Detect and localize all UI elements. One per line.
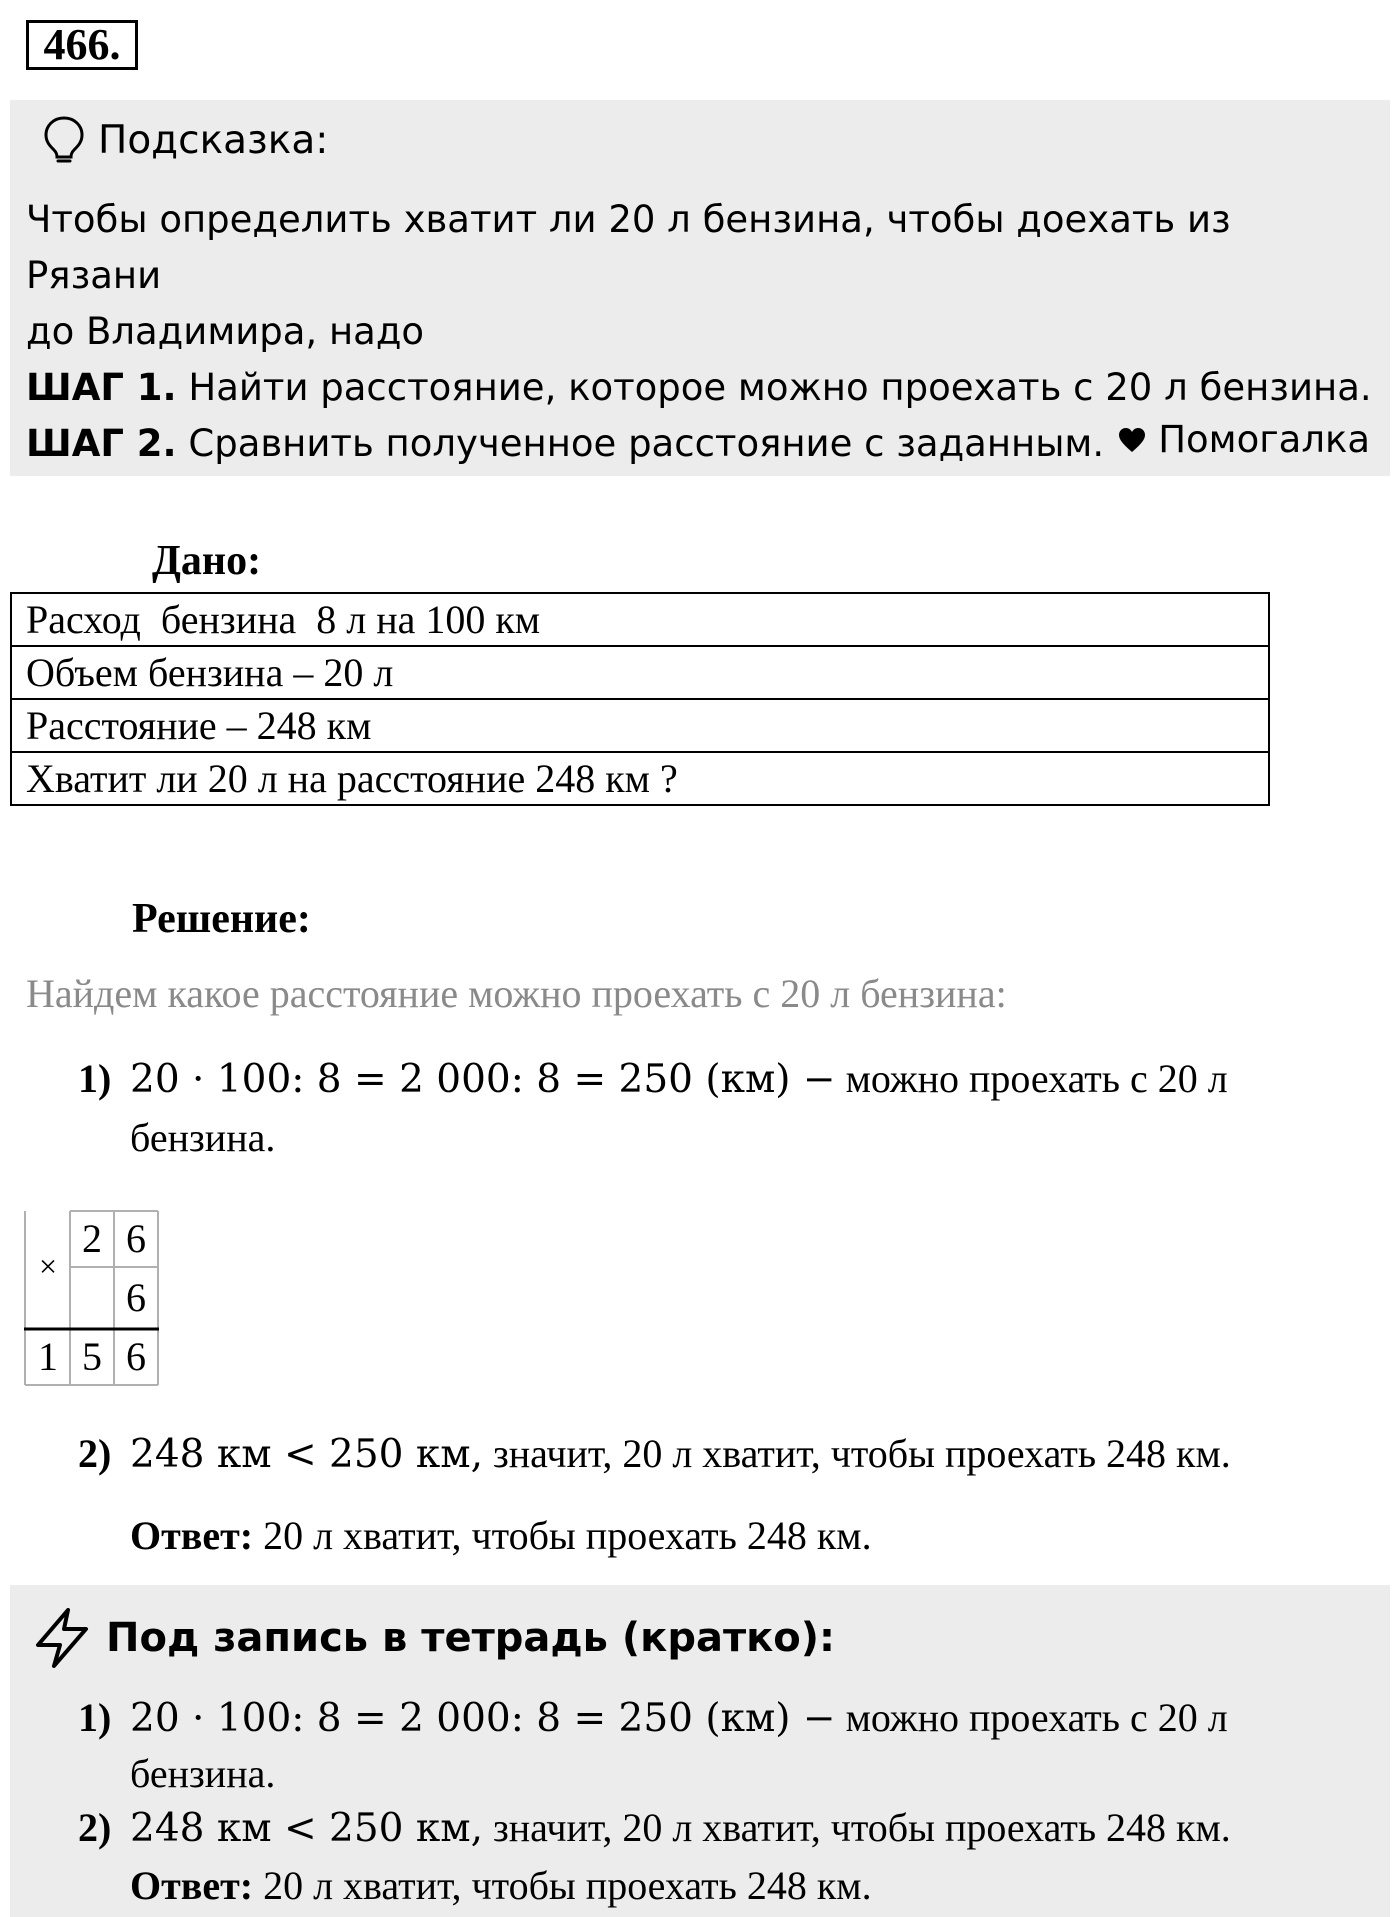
solution-step-1 — [78, 1050, 1378, 1167]
given-table — [10, 592, 1270, 806]
given-heading: Дано: — [152, 538, 262, 584]
step-continuation: бензина. — [130, 1751, 276, 1796]
step-math: 248 км < 250 км, — [130, 1432, 483, 1477]
solution-intro: Найдем какое расстояние можно проехать с 20 л бензина: — [26, 971, 1007, 1016]
given-row — [11, 752, 1269, 805]
solution-step-2 — [78, 1425, 1378, 1484]
given-cell: Хватит ли 20 л на расстояние 248 км ? — [11, 752, 1269, 805]
solution-heading: Решение: — [132, 896, 311, 942]
notebook-step-1 — [78, 1690, 1378, 1801]
notebook-title-label: Под запись в тетрадь (кратко): — [106, 1615, 836, 1661]
step-number: 1) — [78, 1695, 112, 1740]
digit-cell: 1 — [38, 1334, 58, 1379]
step-number: 2) — [78, 1431, 112, 1476]
step-text: можно проехать с 20 л — [835, 1695, 1228, 1740]
hint-intro-line1: Чтобы определить хватит ли 20 л бензина, чтобы доехать из Рязани — [26, 198, 1231, 297]
hint-step-1-text: Найти расстояние, которое можно проехать с 20 л бензина. — [176, 366, 1372, 409]
problem-number: 466. — [26, 20, 138, 70]
digit-cell: 6 — [126, 1275, 146, 1320]
notebook-step-2 — [78, 1800, 1378, 1856]
step-math: 248 км < 250 км, — [130, 1806, 483, 1851]
hint-title-label: Подсказка: — [98, 117, 329, 163]
hint-intro-line2: до Владимира, надо — [26, 310, 425, 353]
answer-text: 20 л хватит, чтобы проехать 248 км. — [253, 1513, 872, 1558]
notebook-title — [32, 1607, 835, 1669]
notebook-answer — [130, 1862, 872, 1909]
given-cell: Расстояние – 248 км — [11, 699, 1269, 752]
step-text: значит, 20 л хватит, чтобы проехать 248 км. — [482, 1805, 1231, 1850]
column-multiplication — [24, 1210, 159, 1386]
given-row — [11, 699, 1269, 752]
heart-icon — [1118, 427, 1146, 453]
digit-cell: 5 — [82, 1334, 102, 1379]
lightbulb-icon — [42, 115, 86, 165]
step-math: 20 · 100: 8 = 2 000: 8 = 250 (км) − — [130, 1057, 836, 1102]
lightning-icon — [32, 1607, 92, 1669]
brand-signature — [1118, 418, 1370, 461]
step-number: 1) — [78, 1056, 112, 1101]
hint-box — [10, 100, 1390, 476]
multiply-sign: × — [38, 1248, 58, 1284]
hint-title — [42, 115, 328, 165]
hint-step-2-label: ШАГ 2. — [26, 422, 177, 465]
digit-cell: 6 — [126, 1216, 146, 1261]
step-math: 20 · 100: 8 = 2 000: 8 = 250 (км) − — [130, 1696, 836, 1741]
brand-name: Помогалка — [1158, 418, 1370, 461]
step-text: значит, 20 л хватит, чтобы проехать 248 км. — [482, 1431, 1231, 1476]
digit-cell: 2 — [82, 1216, 102, 1261]
answer-label: Ответ: — [130, 1863, 254, 1908]
given-cell: Объем бензина – 20 л — [11, 646, 1269, 699]
solution-answer — [130, 1512, 872, 1559]
given-cell: Расход бензина 8 л на 100 км — [11, 593, 1269, 646]
step-text: можно проехать с 20 л — [835, 1056, 1228, 1101]
step-number: 2) — [78, 1805, 112, 1850]
hint-step-1 — [26, 360, 1376, 416]
digit-cell: 6 — [126, 1334, 146, 1379]
answer-label: Ответ: — [130, 1513, 254, 1558]
hint-step-1-label: ШАГ 1. — [26, 366, 177, 409]
answer-text: 20 л хватит, чтобы проехать 248 км. — [253, 1863, 872, 1908]
given-row — [11, 646, 1269, 699]
step-continuation: бензина. — [130, 1115, 276, 1160]
hint-step-2-text: Сравнить полученное расстояние с заданным. — [176, 422, 1105, 465]
given-row — [11, 593, 1269, 646]
